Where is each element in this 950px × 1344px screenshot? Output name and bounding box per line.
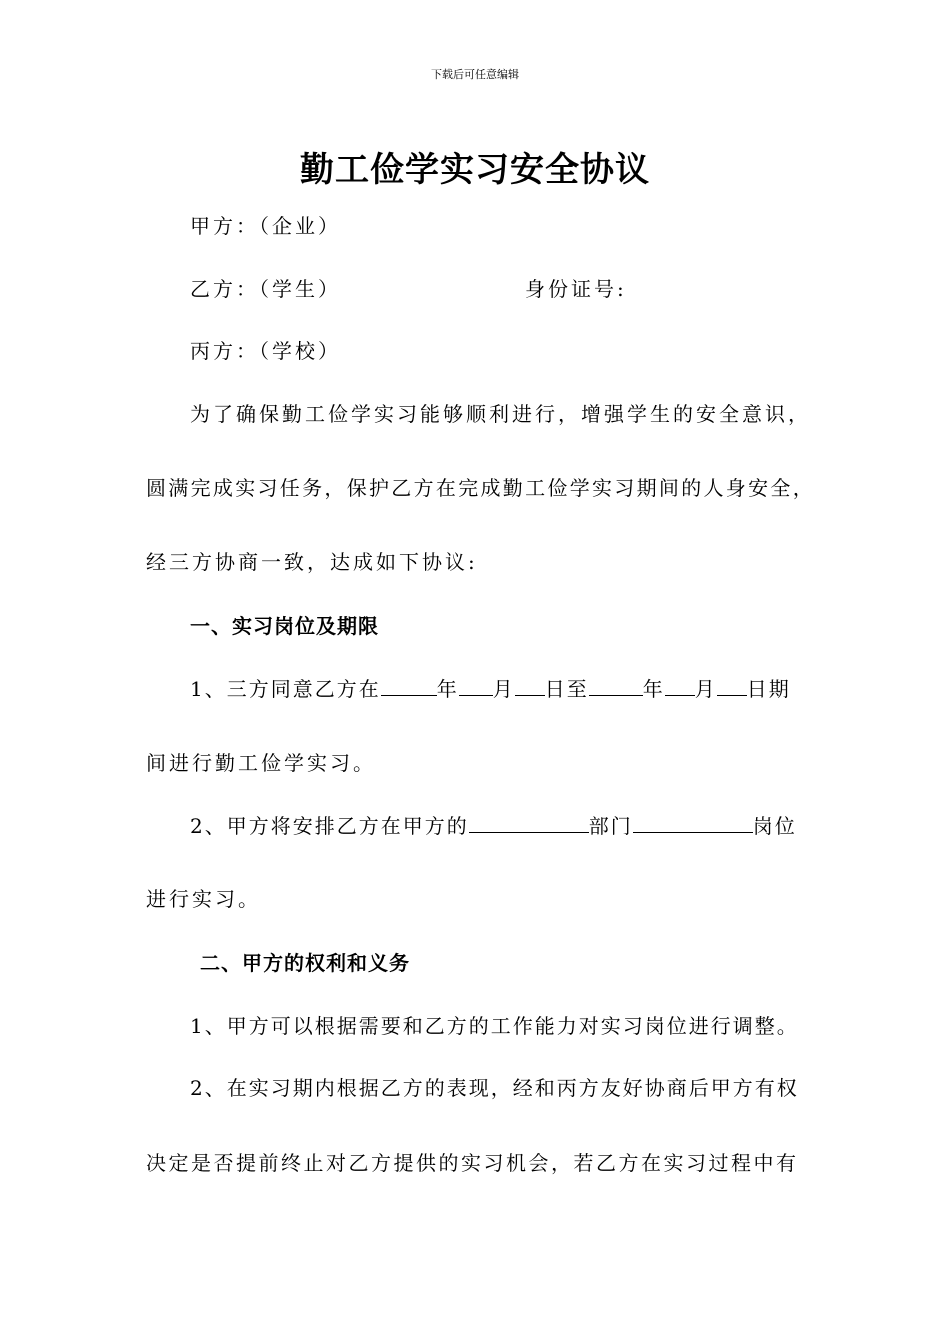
party-a-line: 甲方：（企业）: [190, 214, 341, 238]
section-1-item-1: [190, 675, 791, 703]
year-end-blank[interactable]: [589, 675, 643, 696]
section-1-item-2: [190, 812, 797, 840]
department-label: 部门: [588, 814, 633, 838]
month-label: 月: [492, 677, 515, 701]
department-blank[interactable]: [469, 812, 589, 833]
section-1-item-1-cont: 间进行勤工俭学实习。: [146, 751, 376, 775]
month-label: 月: [694, 677, 717, 701]
party-c-line: 丙方：（学校）: [190, 339, 341, 363]
year-start-blank[interactable]: [381, 675, 437, 696]
year-label: 年: [436, 677, 459, 701]
section-2-heading: 二、甲方的权利和义务: [200, 951, 410, 975]
intro-line-2: 圆满完成实习任务，保护乙方在完成勤工俭学实习期间的人身安全，: [146, 476, 815, 500]
section-1-item-2-cont: 进行实习。: [146, 887, 261, 911]
month-start-blank[interactable]: [459, 675, 493, 696]
intro-line-3: 经三方协商一致，达成如下协议:: [146, 550, 478, 574]
month-end-blank[interactable]: [665, 675, 695, 696]
section-2-item-2-line-2: 决定是否提前终止对乙方提供的实习机会，若乙方在实习过程中有: [146, 1151, 799, 1175]
document-title: 勤工俭学实习安全协议: [300, 150, 650, 190]
item-1-prefix: 1、三方同意乙方在: [190, 677, 381, 701]
section-2-item-2-line-1: 2、在实习期内根据乙方的表现，经和丙方友好协商后甲方有权: [190, 1076, 799, 1100]
post-label: 岗位: [752, 814, 797, 838]
year-label: 年: [642, 677, 665, 701]
id-number-label: 身份证号:: [525, 277, 627, 301]
post-blank[interactable]: [633, 812, 753, 833]
section-2-item-1: 1、甲方可以根据需要和乙方的工作能力对实习岗位进行调整。: [190, 1014, 799, 1038]
intro-line-1: 为了确保勤工俭学实习能够顺利进行，增强学生的安全意识，: [190, 402, 811, 426]
section-1-heading: 一、实习岗位及期限: [190, 614, 379, 638]
item-2-prefix: 2、甲方将安排乙方在甲方的: [190, 814, 469, 838]
day-start-blank[interactable]: [515, 675, 545, 696]
party-b-line: 乙方：（学生）: [190, 277, 341, 301]
header-note: 下载后可任意编辑: [431, 68, 519, 81]
day-period-label: 日期: [746, 677, 791, 701]
day-to-label: 日至: [544, 677, 589, 701]
day-end-blank[interactable]: [717, 675, 747, 696]
